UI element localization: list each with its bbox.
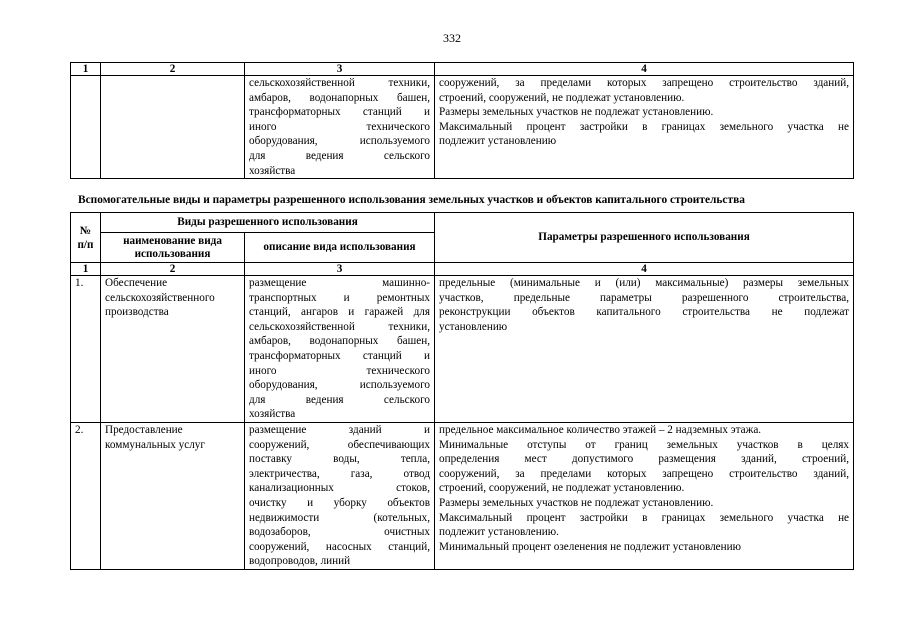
text-line: подлежит установлению.	[439, 526, 559, 539]
cell-name: Предоставление коммунальных услуг	[101, 422, 245, 569]
text-line: амбаров, водонапорных башен,	[249, 335, 431, 348]
cell-name	[101, 76, 245, 179]
text-line: трансформаторных станций и	[249, 349, 431, 362]
text-line: станций, ангаров и гаражей для	[249, 306, 431, 319]
cell-num: 1.	[71, 276, 101, 423]
page-number: 332	[443, 31, 461, 45]
column-number: 1	[71, 263, 101, 276]
table-continuation	[70, 62, 854, 179]
text-line: очистку и уборку объектов	[249, 496, 431, 509]
text-line: Минимальный процент озеленения не подлежит установлению	[439, 540, 741, 553]
text-line: Максимальный процент застройки в границах земельного участка не	[439, 511, 850, 524]
cell-num	[71, 76, 101, 179]
cell-parameters	[435, 422, 854, 569]
text-line: сооружений, за пределами которых запрещено строительство зданий,	[439, 77, 849, 89]
text-line: Минимальные отступы от границ земельных участков в целях	[439, 438, 850, 451]
text-line: недвижимости (котельных,	[249, 511, 431, 524]
text-line: сельскохозяйственной техники,	[249, 320, 431, 333]
paragraph	[439, 120, 849, 149]
text-line: сооружений, насосных станций,	[249, 540, 431, 553]
paragraph	[439, 496, 849, 511]
text-line: определения мест допустимого размещения зданий, строений,	[439, 453, 850, 466]
paragraph	[439, 276, 849, 334]
paragraph	[439, 423, 849, 438]
text-line: оборудования, используемого	[249, 379, 431, 392]
text-line: для ведения сельского	[249, 393, 431, 406]
cell-description	[245, 276, 435, 423]
text-line: поставку воды, тепла,	[249, 453, 431, 466]
column-number: 1	[71, 63, 101, 76]
header-group: Виды разрешенного использования	[101, 213, 435, 233]
column-number-row	[71, 263, 854, 276]
text-line: водозаборов, очистных	[249, 526, 431, 539]
column-number: 4	[435, 263, 854, 276]
text-line: сооружений, обеспечивающих	[249, 438, 431, 451]
cell-name: Обеспечение сельскохозяйственного производства	[101, 276, 245, 423]
paragraph	[439, 540, 849, 555]
paragraph	[439, 438, 849, 496]
text-line: трансформаторных станций и	[249, 106, 430, 119]
text-line: водопроводов, линий	[249, 555, 351, 568]
text-line: строений, сооружений, не подлежат установлению.	[439, 482, 685, 495]
text-line: для ведения сельского	[249, 149, 430, 162]
text-line: подлежит установлению	[439, 135, 557, 148]
text-line: канализационных стоков,	[249, 482, 431, 495]
table-row	[71, 276, 854, 423]
text-line: хозяйства	[249, 408, 296, 421]
text-line: оборудования, используемого	[249, 135, 430, 148]
text-line: размещение зданий и	[249, 423, 431, 436]
text-line: предельное максимальное количество этажей – 2 надземных этажа.	[439, 423, 762, 436]
paragraph	[439, 76, 849, 105]
text-line: строений, сооружений, не подлежат установлению.	[439, 91, 685, 104]
text-line: установлению	[439, 320, 508, 333]
table-row	[71, 422, 854, 569]
cell-parameters	[435, 276, 854, 423]
text-line: электричества, газа, отвод	[249, 467, 431, 480]
header-params: Параметры разрешенного использования	[435, 213, 854, 263]
column-number: 4	[435, 63, 854, 76]
text-line: размещение машинно-	[249, 277, 431, 289]
section-title: Вспомогательные виды и параметры разрешенного использования земельных участков и объектов капитального строительства	[78, 194, 745, 206]
header-desc: описание вида использования	[245, 233, 435, 263]
column-number: 2	[101, 63, 245, 76]
column-number: 2	[101, 263, 245, 276]
column-number: 3	[245, 63, 435, 76]
table-row	[71, 76, 854, 179]
table-auxiliary-uses	[70, 212, 854, 570]
column-number: 3	[245, 263, 435, 276]
cell-num: 2.	[71, 422, 101, 569]
text-line: реконструкции объектов капитального строительства не подлежат	[439, 306, 850, 319]
text-line: транспортных и ремонтных	[249, 291, 431, 304]
text-line: сооружений, за пределами которых запрещено строительство зданий,	[439, 467, 850, 480]
text-line: хозяйства	[249, 164, 296, 177]
cell-description	[245, 76, 435, 179]
cell-parameters	[435, 76, 854, 179]
text-line: Размеры земельных участков не подлежат установлению.	[439, 496, 714, 509]
text-line: предельные (минимальные и (или) максимальные) размеры земельных	[439, 277, 850, 289]
text-line: Максимальный процент застройки в границах земельного участка не	[439, 120, 849, 133]
column-number-row	[71, 63, 854, 76]
text-line: Размеры земельных участков не подлежат установлению.	[439, 106, 714, 119]
text-line: иного технического	[249, 364, 431, 377]
header-row-1	[71, 213, 854, 233]
header-name: наименование вида использования	[101, 233, 245, 263]
text-line: иного технического	[249, 120, 430, 133]
paragraph	[439, 511, 849, 540]
cell-description	[245, 422, 435, 569]
header-num: № п/п	[71, 213, 101, 263]
text-line: участков, предельные параметры разрешенного строительства,	[439, 291, 850, 304]
text-line: амбаров, водонапорных башен,	[249, 91, 430, 104]
paragraph	[439, 105, 849, 120]
text-line: сельскохозяйственной техники,	[249, 77, 430, 89]
